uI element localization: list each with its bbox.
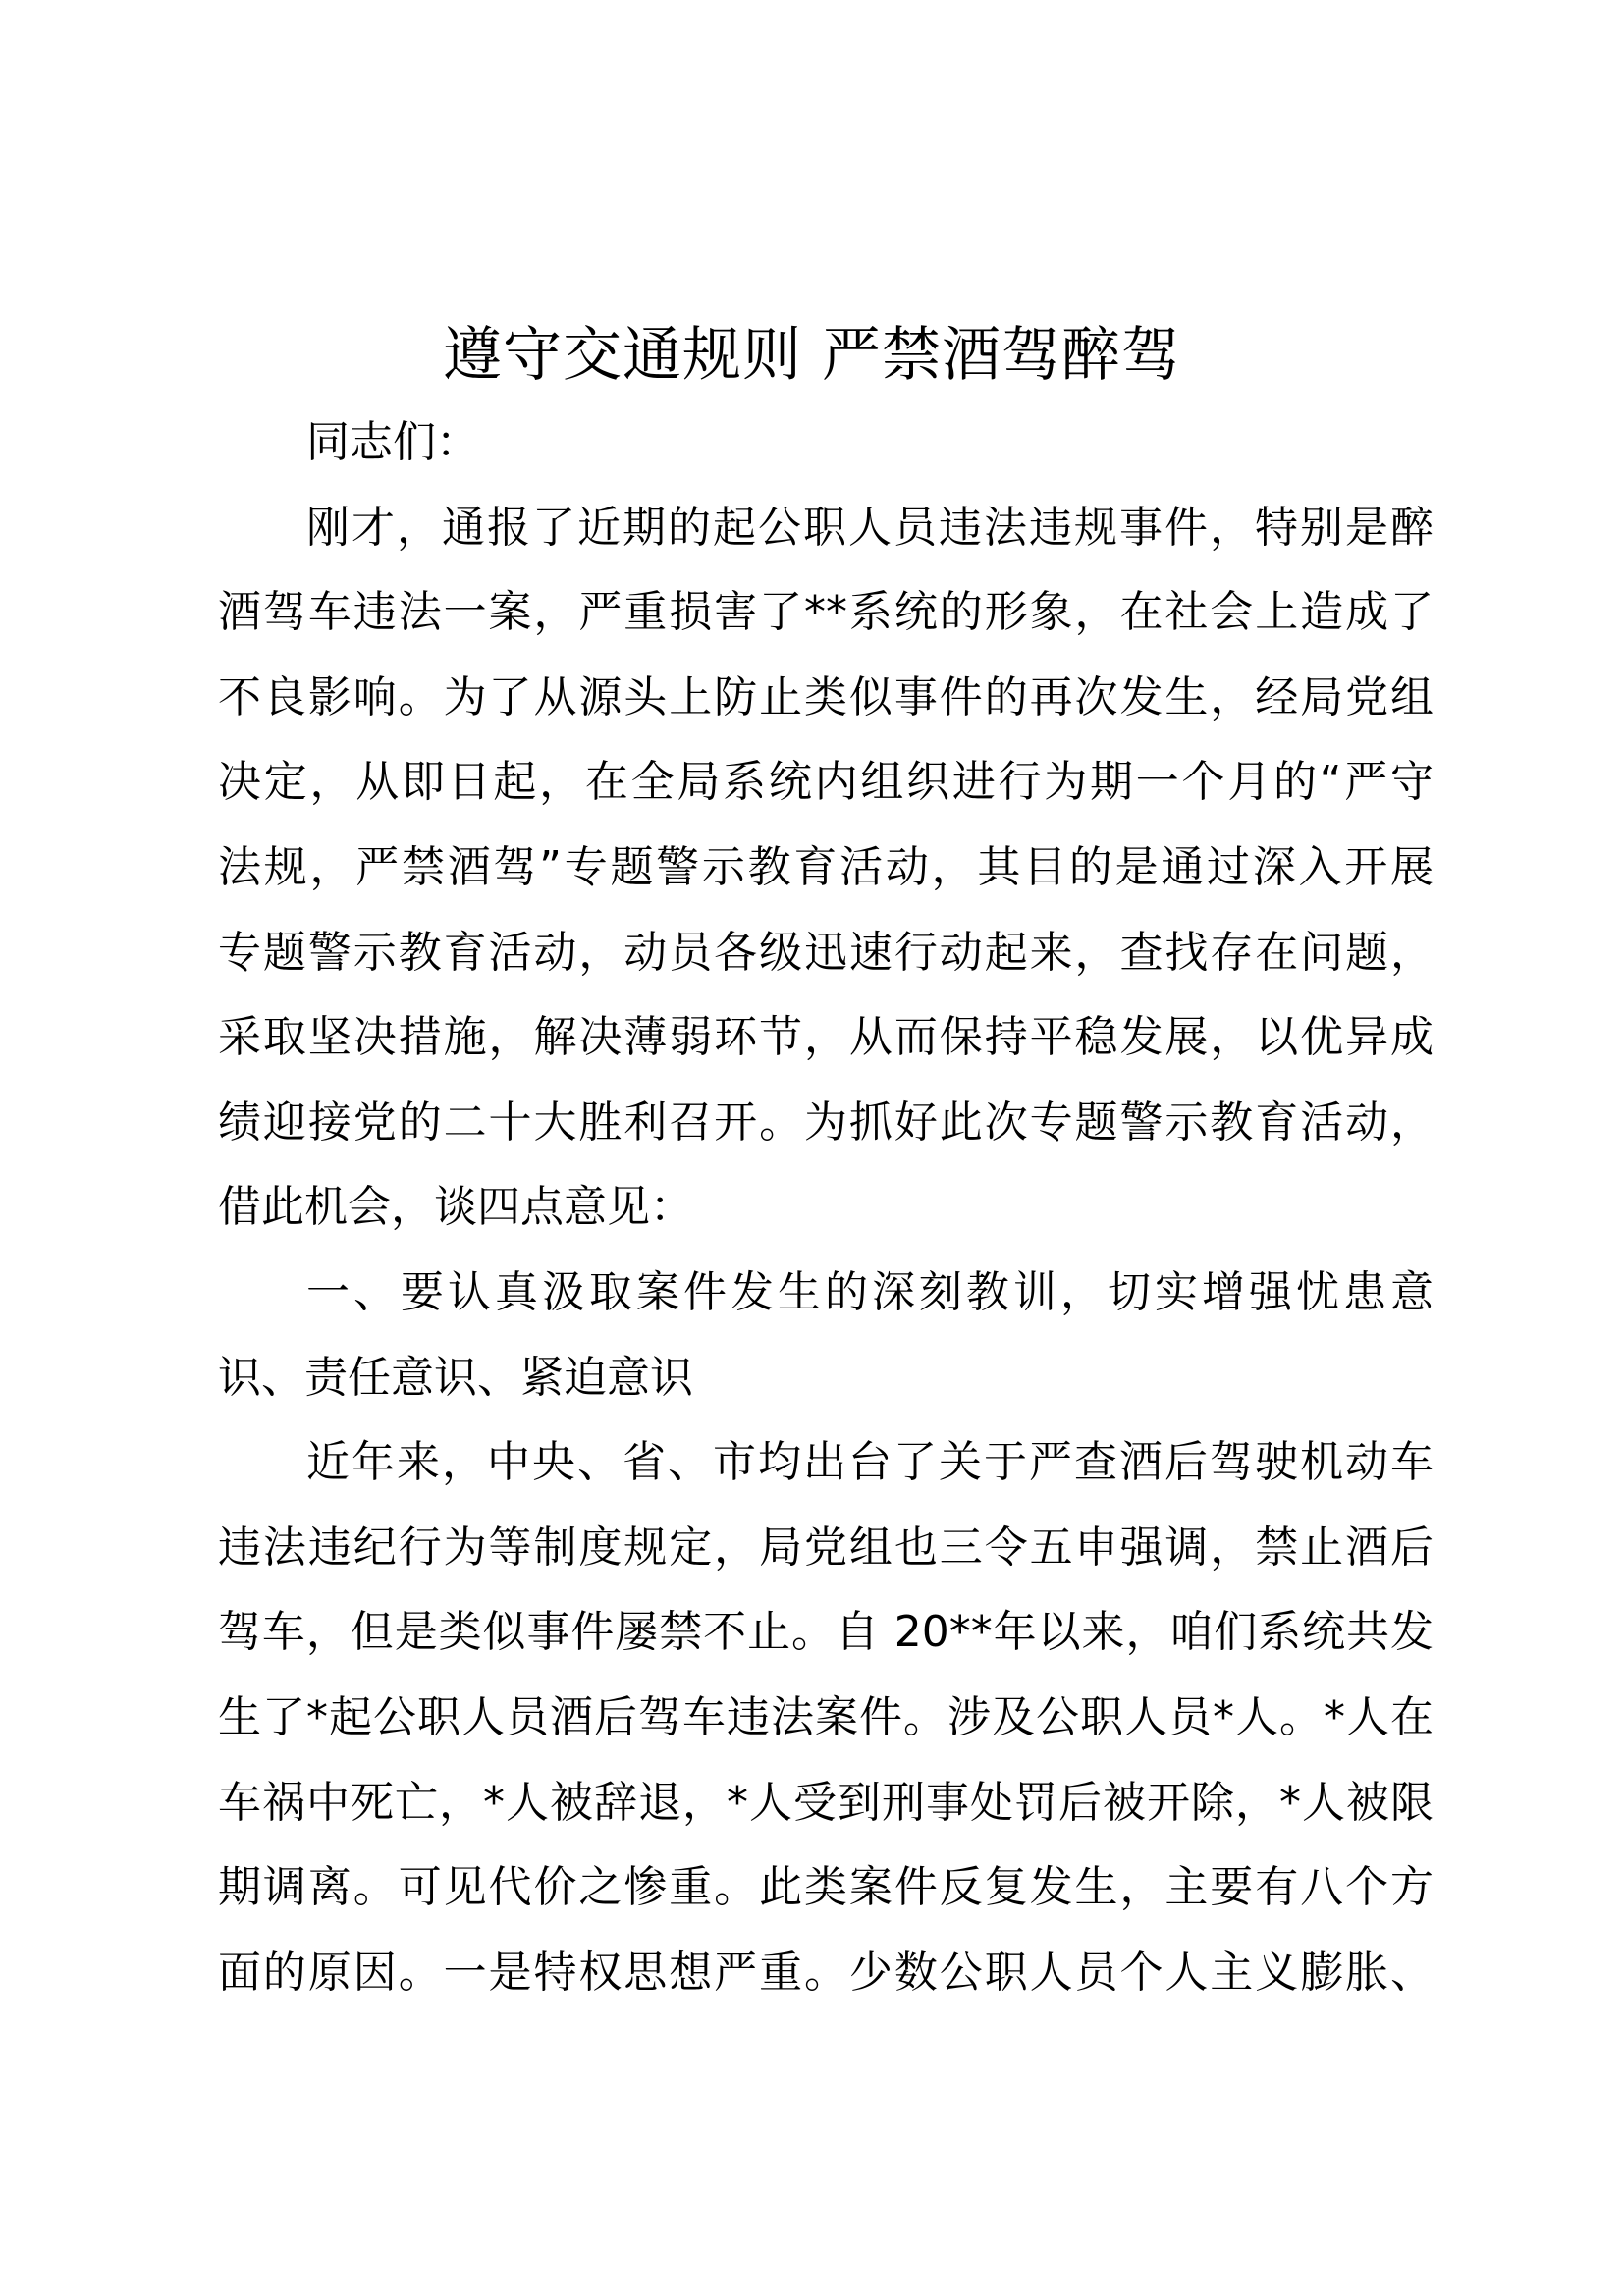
text-line: 专题警示教育活动，动员各级迅速行动起来，查找存在问题， — [218, 927, 1434, 978]
text-line: 期调离。可见代价之惨重。此类案件反复发生，主要有八个方 — [218, 1862, 1434, 1913]
text-line: 绩迎接党的二十大胜利召开。为抓好此次专题警示教育活动， — [218, 1096, 1434, 1148]
text-line: 不良影响。为了从源头上防止类似事件的再次发生，经局党组 — [218, 671, 1434, 722]
text-line: 采取坚决措施，解决薄弱环节，从而保持平稳发展，以优异成 — [218, 1012, 1434, 1063]
text-line: 一、要认真汲取案件发生的深刻教训，切实增强忧患意 — [306, 1266, 1434, 1317]
document-title: 遵守交通规则 严禁酒驾醉驾 — [442, 321, 1182, 390]
text-line: 违法违纪行为等制度规定，局党组也三令五申强调，禁止酒后 — [218, 1522, 1434, 1573]
text-line: 同志们： — [306, 417, 479, 467]
text-line: 决定，从即日起，在全局系统内组织进行为期一个月的“严守 — [218, 757, 1434, 808]
text-line: 刚才，通报了近期的起公职人员违法违规事件，特别是醉 — [306, 502, 1434, 553]
text-line: 生了*起公职人员酒后驾车违法案件。涉及公职人员*人。*人在 — [218, 1691, 1434, 1742]
text-line: 识、责任意识、紧迫意识 — [218, 1352, 693, 1403]
document-body — [218, 400, 1434, 2015]
text-line: 车祸中死亡，*人被辞退，*人受到刑事处罚后被开除，*人被限 — [218, 1777, 1434, 1828]
text-line: 驾车，但是类似事件屡禁不止。自 20**年以来，咱们系统共发 — [218, 1607, 1434, 1658]
text-line: 法规，严禁酒驾”专题警示教育活动，其目的是通过深入开展 — [218, 841, 1434, 892]
text-line: 面的原因。一是特权思想严重。少数公职人员个人主义膨胀、 — [218, 1947, 1434, 1998]
text-line: 借此机会，谈四点意见： — [218, 1182, 693, 1233]
text-line: 近年来，中央、省、市均出台了关于严查酒后驾驶机动车 — [306, 1437, 1434, 1488]
text-line: 酒驾车违法一案，严重损害了**系统的形象，在社会上造成了 — [218, 587, 1434, 638]
